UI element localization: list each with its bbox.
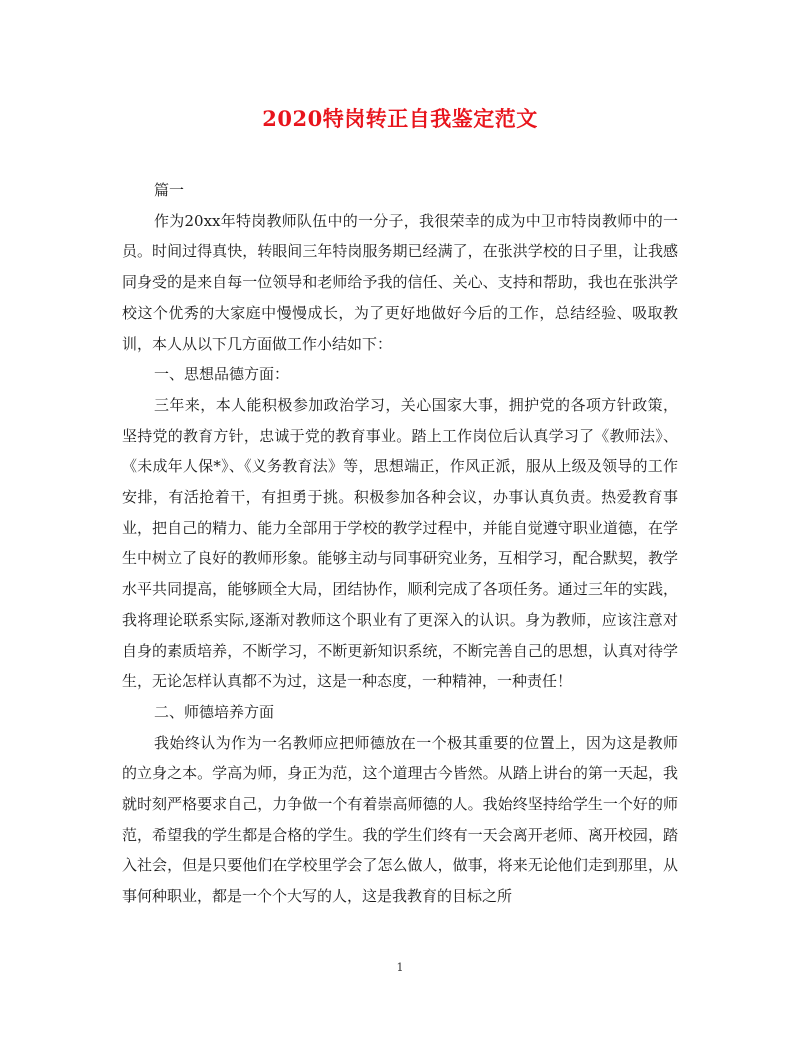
paragraph-ethics: 我始终认为作为一名教师应把师德放在一个极其重要的位置上，因为这是教师的立身之本。学高为师，身正为范，这个道理古今皆然。从踏上讲台的第一天起，我就时刻严格要求自己，力争做一个有着崇高师德的人。我始终坚持给学生一个好的师范，希望我的学生都是合格的学生。我的学生们终有一天会离开老师、离开校园，踏入社会，但是只要他们在学校里学会了怎么做人，做事，将来无论他们走到那里，从事何种职业，都是一个个大写的人，这是我教育的目标之所 xyxy=(122,733,678,906)
section-label: 篇一 xyxy=(154,181,185,199)
document-title: 2020特岗转正自我鉴定范文 xyxy=(262,106,538,131)
document-body xyxy=(122,175,678,912)
section-heading-moral: 一、思想品德方面： xyxy=(154,365,290,384)
page-number: 1 xyxy=(396,961,404,974)
paragraph-moral: 三年来，本人能积极参加政治学习，关心国家大事，拥护党的各项方针政策，坚持党的教育方针，忠诚于党的教育事业。踏上工作岗位后认真学习了《教师法》、《未成年人保*》、《义务教育法》等，思想端正，作风正派，服从上级及领导的工作安排，有活抢着干，有担勇于挑。积极参加各种会议，办事认真负责。热爱教育事业，把自己的精力、能力全部用于学校的教学过程中，并能自觉遵守职业道德，在学生中树立了良好的教师形象。能够主动与同事研究业务，互相学习，配合默契，教学水平共同提高，能够顾全大局，团结协作，顺利完成了各项任务。通过三年的实践，我将理论联系实际,逐渐对教师这个职业有了更深入的认识。身为教师，应该注意对自身的素质培养，不断学习，不断更新知识系统，不断完善自己的思想，认真对待学生，无论怎样认真都不为过，这是一种态度，一种精神，一种责任！ xyxy=(122,395,678,691)
paragraph-intro: 作为20xx年特岗教师队伍中的一分子，我很荣幸的成为中卫市特岗教师中的一员。时间过得真快，转眼间三年特岗服务期已经满了，在张洪学校的日子里，让我感同身受的是来自每一位领导和老师给予我的信任、关心、支持和帮助，我也在张洪学校这个优秀的大家庭中慢慢成长，为了更好地做好今后的工作，总结经验、吸取教训，本人从以下几方面做工作小结如下： xyxy=(122,211,678,353)
section-heading-ethics: 二、师德培养方面 xyxy=(154,702,275,721)
